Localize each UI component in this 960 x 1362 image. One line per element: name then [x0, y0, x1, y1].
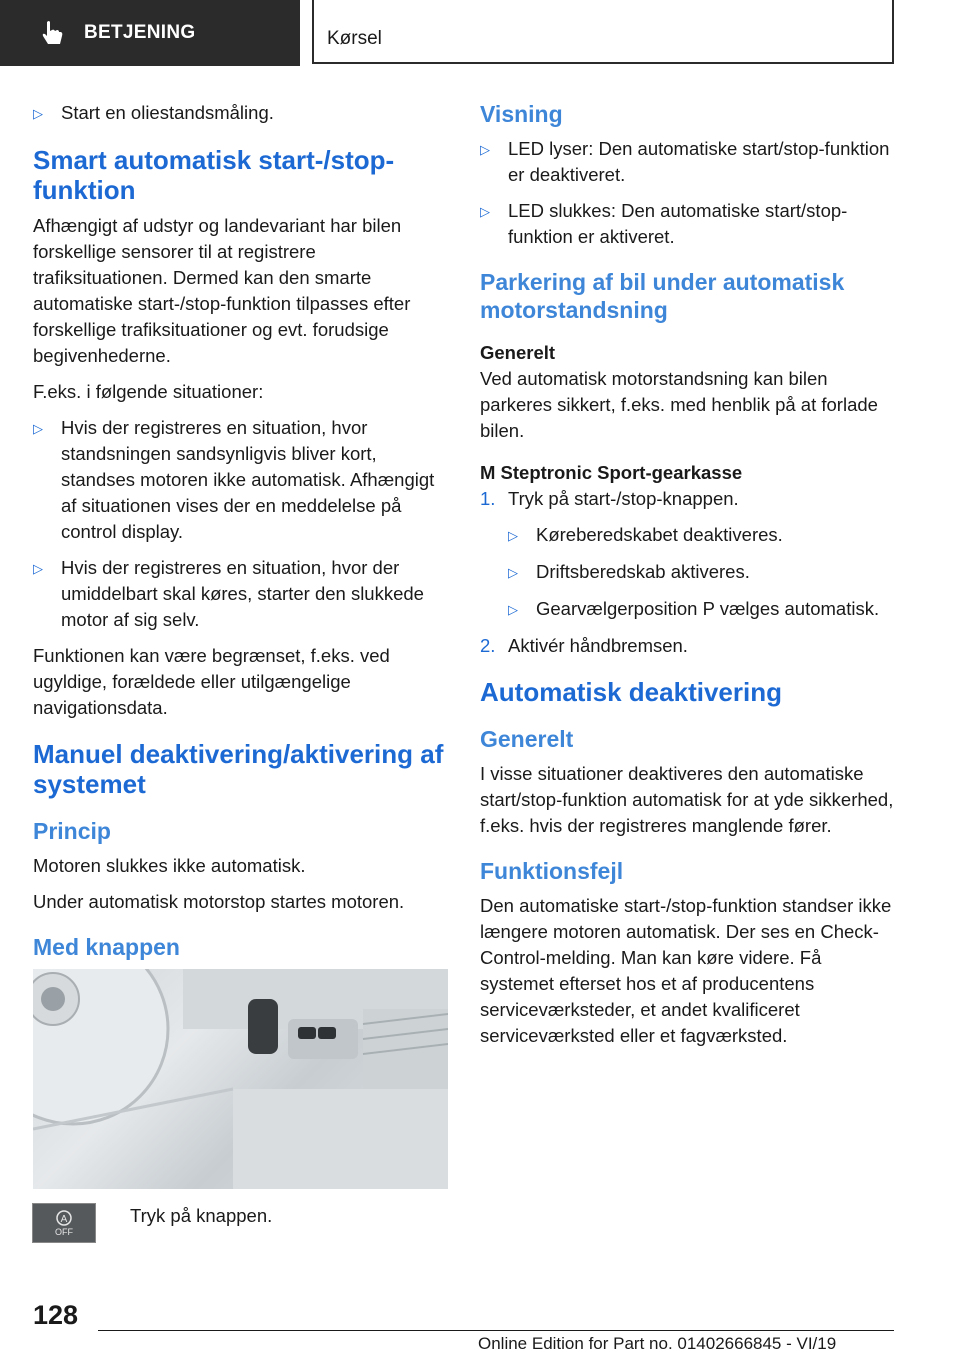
- list-item: [33, 415, 448, 545]
- figure-legend: [33, 1203, 448, 1243]
- heading-generelt-2: Generelt: [480, 726, 574, 752]
- list-item-text: Hvis der registreres en situation, hvor standsningen sandsynligvis bliver kort, standses motoren ikke automatisk. Afhængigt af situationen vises der en meddelelse på control display.: [61, 417, 435, 542]
- list-item-text: Driftsberedskab aktiveres.: [536, 561, 750, 582]
- heading-steptronic: M Steptronic Sport-gearkasse: [480, 462, 743, 483]
- chapter-title: Kørsel: [327, 28, 382, 49]
- list-item: [33, 555, 448, 633]
- list-item-text: Hvis der registreres en situation, hvor der umiddelbart skal køres, starter den slukkede motor af sig selv.: [61, 557, 424, 630]
- hand-pointer-icon: [40, 20, 64, 46]
- step-number: 1.: [480, 488, 496, 509]
- auto-start-stop-off-icon: [32, 1203, 96, 1243]
- list-item-text: Start en oliestandsmåling.: [61, 102, 274, 123]
- list-item: [508, 559, 895, 586]
- svg-text:A: A: [60, 1214, 68, 1225]
- auto-start-stop-symbol-icon: [55, 1209, 73, 1227]
- footer-divider: [98, 1330, 894, 1331]
- list-item-text: Gearvælgerposition P vælges automatisk.: [536, 598, 880, 619]
- list-item-text: LED lyser: Den automatiske start/stop-funktion er deaktiveret.: [508, 138, 890, 185]
- triangle-bullet-icon: ▷: [33, 106, 43, 121]
- list-item: [508, 596, 895, 623]
- paragraph: Den automatiske start-/stop-funktion standser ikke længere motoren automatisk. Der ses en Check-Control-melding. Man kan køre videre. Få systemet efterset hos et af producentens serviceværksteder, et andet kvalificeret serviceværksted eller et fagværksted.: [480, 895, 892, 1046]
- heading-auto-deactivation: Automatisk deaktivering: [480, 677, 782, 707]
- footer-edition: Online Edition for Part no. 01402666845 - VI/19: [478, 1334, 837, 1353]
- numbered-step: [480, 486, 895, 512]
- chapter-tab: [312, 0, 894, 64]
- step-number: 2.: [480, 635, 496, 656]
- numbered-step: [480, 633, 895, 659]
- paragraph: Under automatisk motorstop startes motoren.: [33, 891, 405, 912]
- list-item: [480, 136, 895, 188]
- heading-smart-start-stop: Smart automatisk start-/stop-funktion: [33, 145, 395, 205]
- paragraph: I visse situationer deaktiveres den automatiske start/stop-funktion automatisk for at yde sikkerhed, f.eks. hvis der registreres manglende fører.: [480, 763, 894, 836]
- page-number: 128: [33, 1300, 79, 1330]
- triangle-bullet-icon: ▷: [508, 602, 518, 617]
- off-label: OFF: [55, 1227, 73, 1237]
- section-title: BETJENING: [84, 22, 196, 43]
- heading-manual-deactivation: Manuel deaktivering/aktivering af systemet: [33, 739, 444, 799]
- list-item-text: Køreberedskabet deaktiveres.: [536, 524, 783, 545]
- paragraph: Motoren slukkes ikke automatisk.: [33, 855, 306, 876]
- list-item: [508, 522, 895, 549]
- legend-text: Tryk på knappen.: [130, 1205, 273, 1226]
- triangle-bullet-icon: ▷: [33, 561, 43, 576]
- header-section-tab: [0, 0, 300, 66]
- triangle-bullet-icon: ▷: [33, 421, 43, 436]
- paragraph: Afhængigt af udstyr og landevariant har bilen forskellige sensorer til at registrere trafiksituationen. Dermed kan den smarte automatiske start-/stop-funktion tilpasses efter forskellige trafiksituationer og evt. forudsige begivenhederne.: [33, 215, 411, 366]
- triangle-bullet-icon: ▷: [508, 528, 518, 543]
- heading-parking: Parkering af bil under automatisk motorstandsning: [480, 269, 845, 323]
- dashboard-illustration: [33, 969, 448, 1189]
- heading-princip: Princip: [33, 818, 111, 844]
- paragraph: F.eks. i følgende situationer:: [33, 381, 264, 402]
- list-item: [480, 198, 895, 250]
- list-item: [33, 100, 448, 127]
- paragraph: Ved automatisk motorstandsning kan bilen parkeres sikkert, f.eks. med henblik på at forlade bilen.: [480, 368, 878, 441]
- heading-visning: Visning: [480, 101, 563, 127]
- heading-generelt: Generelt: [480, 342, 556, 363]
- dashboard-photo: [33, 969, 448, 1189]
- triangle-bullet-icon: ▷: [480, 204, 490, 219]
- list-item-text: LED slukkes: Den automatiske start/stop-funktion er aktiveret.: [508, 200, 848, 247]
- right-column: [480, 100, 895, 1059]
- triangle-bullet-icon: ▷: [480, 142, 490, 157]
- heading-funktionsfejl: Funktionsfejl: [480, 858, 624, 884]
- step-text: Aktivér håndbremsen.: [508, 635, 688, 656]
- paragraph: Funktionen kan være begrænset, f.eks. ved ugyldige, forældede eller utilgængelige navigationsdata.: [33, 645, 390, 718]
- heading-with-button: Med knappen: [33, 934, 180, 960]
- triangle-bullet-icon: ▷: [508, 565, 518, 580]
- step-text: Tryk på start-/stop-knappen.: [508, 488, 739, 509]
- left-column: [33, 100, 448, 1243]
